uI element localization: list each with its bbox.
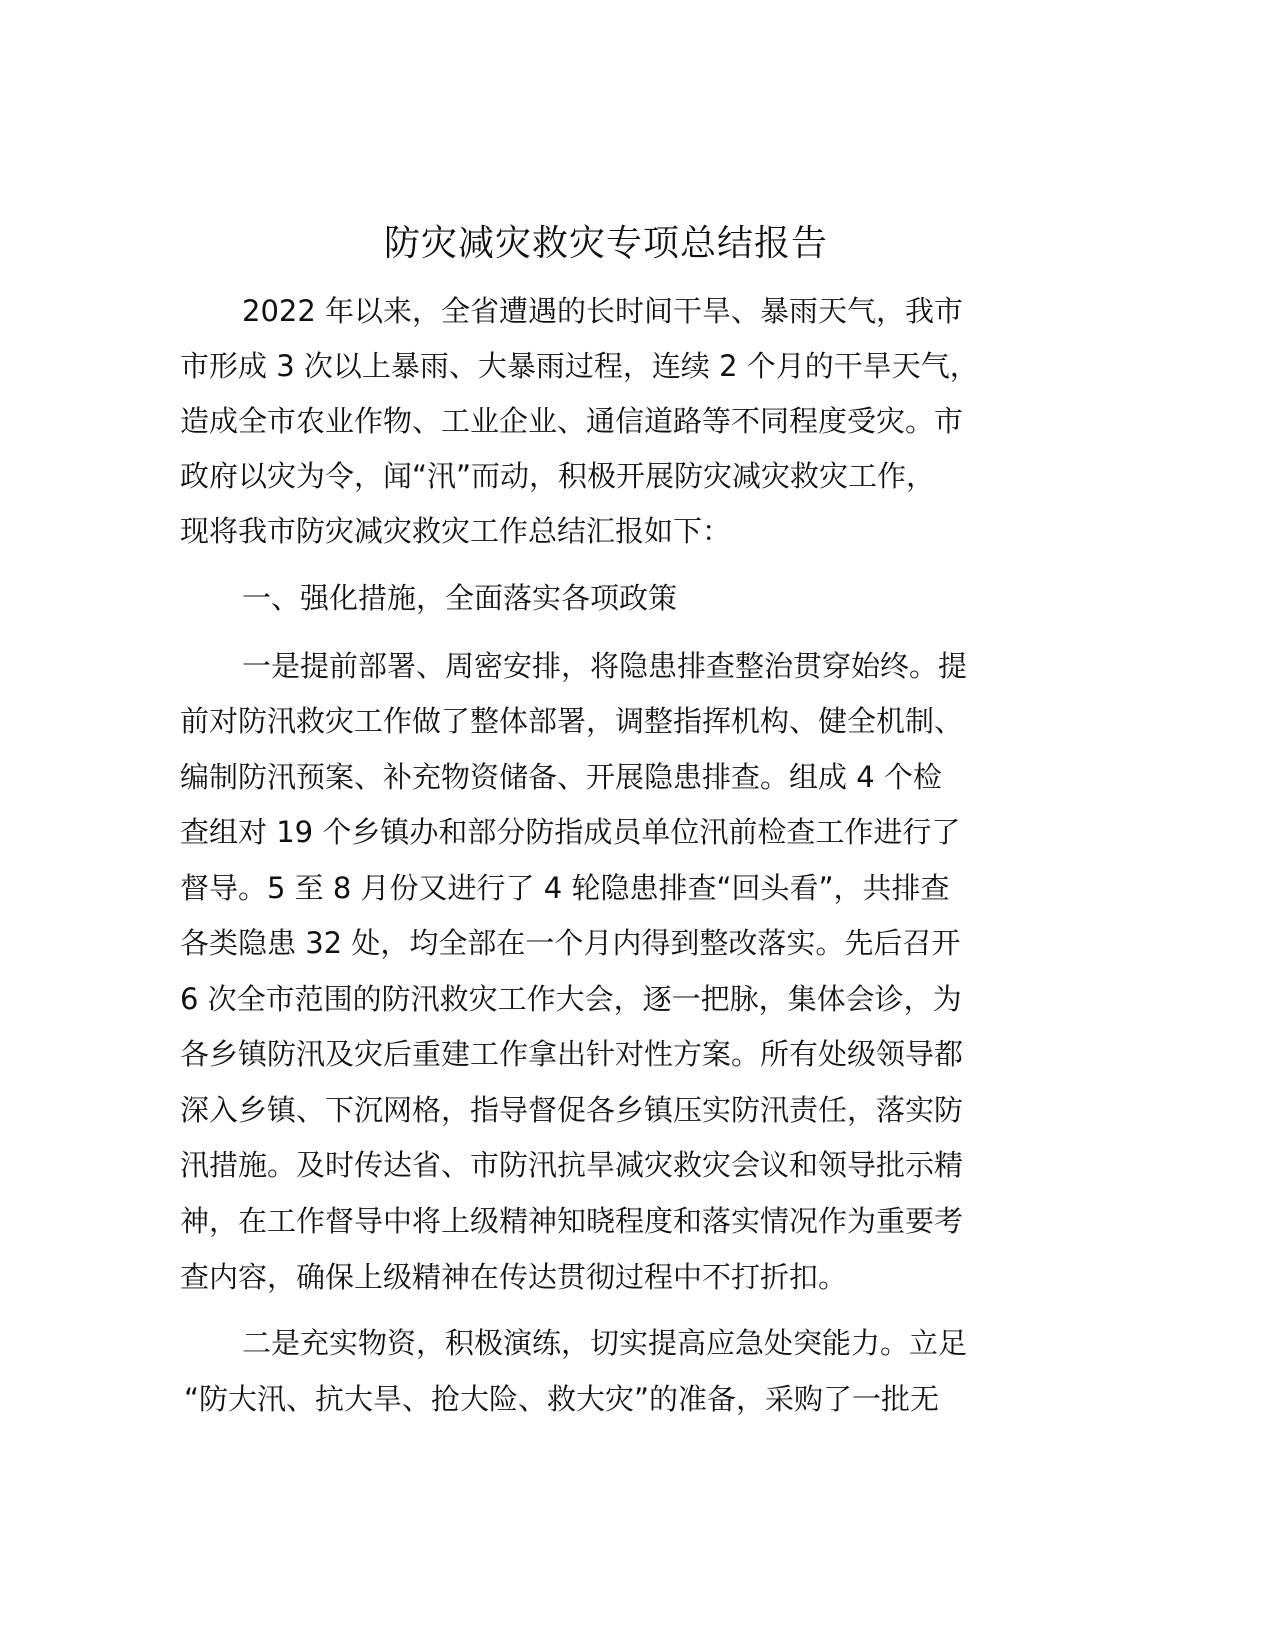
text-line: 政府以灾为令，闻“汛”而动，积极开展防灾减灾救灾工作， xyxy=(180,459,936,493)
document-title: 防灾减灾救灾专项总结报告 xyxy=(383,223,828,264)
text-line: 2022 年以来，全省遭遇的长时间干旱、暴雨天气，我市 xyxy=(242,294,964,328)
text-line: 督导。5 至 8 月份又进行了 4 轮隐患排查“回头看”，共排查 xyxy=(180,871,950,905)
text-line: 编制防汛预案、补充物资储备、开展隐患排查。组成 4 个检 xyxy=(180,760,942,794)
text-line: 深入乡镇、下沉网格，指导督促各乡镇压实防汛责任，落实防 xyxy=(180,1093,964,1127)
text-line: 现将我市防灾减灾救灾工作总结汇报如下： xyxy=(180,514,732,548)
text-line: 汛措施。及时传达省、市防汛抗旱减灾救灾会议和领导批示精 xyxy=(180,1148,964,1182)
text-line: “防大汛、抗大旱、抢大险、救大灾”的准备，采购了一批无 xyxy=(184,1382,940,1416)
text-line: 各乡镇防汛及灾后重建工作拿出针对性方案。所有处级领导都 xyxy=(180,1037,964,1071)
section-heading: 一、强化措施，全面落实各项政策 xyxy=(242,581,678,615)
text-line: 查内容，确保上级精神在传达贯彻过程中不打折扣。 xyxy=(180,1260,848,1294)
text-line: 造成全市农业作物、工业企业、通信道路等不同程度受灾。市 xyxy=(180,404,964,438)
text-line: 一是提前部署、周密安排，将隐患排查整治贯穿始终。提 xyxy=(242,649,968,683)
text-line: 6 次全市范围的防汛救灾工作大会，逐一把脉，集体会诊，为 xyxy=(180,982,962,1016)
text-line: 神，在工作督导中将上级精神知晓程度和落实情况作为重要考 xyxy=(180,1204,964,1238)
text-line: 市形成 3 次以上暴雨、大暴雨过程，连续 2 个月的干旱天气， xyxy=(180,349,979,383)
text-line: 查组对 19 个乡镇办和部分防指成员单位汛前检查工作进行了 xyxy=(180,815,961,849)
text-line: 二是充实物资，积极演练，切实提高应急处突能力。立足 xyxy=(242,1326,968,1360)
text-line: 各类隐患 32 处，均全部在一个月内得到整改落实。先后召开 xyxy=(180,926,961,960)
text-line: 前对防汛救灾工作做了整体部署，调整指挥机构、健全机制、 xyxy=(180,704,964,738)
